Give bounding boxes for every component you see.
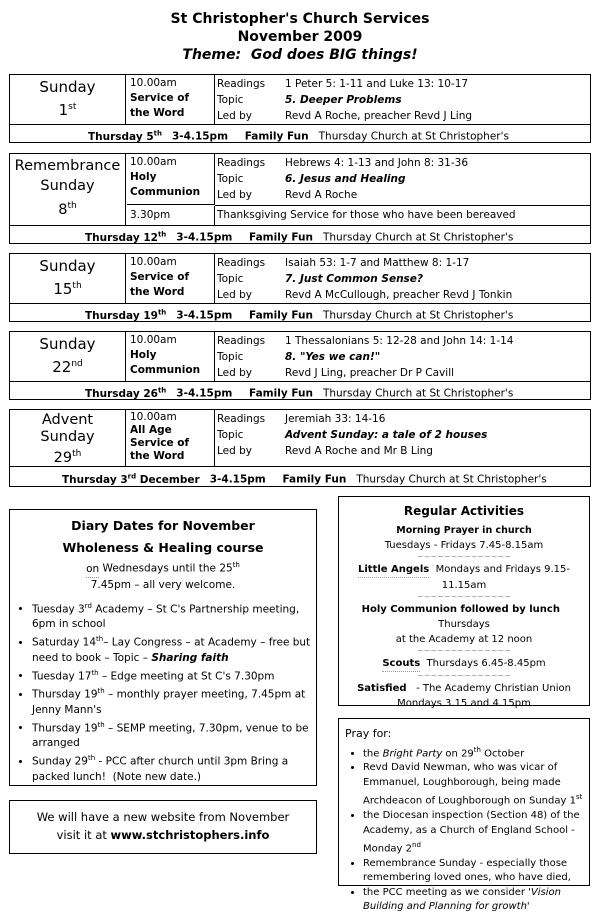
website-box: We will have a new website from November visit it at www.stchristophers.info	[9, 800, 317, 854]
service-block-1: Sunday 1st 10.00am Service of the Word Readings Topic Led by 1 Peter 5: 1-11 and Luke 13: 10-17 5. Deeper Problems Revd A Roche, preacher Revd J Ling Thursday 5th 3-4.15pm Family Fun Thursday Church at St Christopher's	[9, 74, 591, 143]
service-block-3: Sunday 15th 10.00am Service of the Word Readings Topic Led by Isaiah 53: 1-7 and Matthew 8: 1-17 7. Just Common Sense? Revd A McCullough, preacher Revd J Tonkin Thursday 19th 3-4.15pm Family Fun Thursday Church at St Christopher's	[9, 253, 591, 322]
diary-list	[14, 599, 312, 785]
regular-activities-box: Regular Activities Morning Prayer in church Tuesdays - Fridays 7.45-8.15am ~~~~~~~~~~~~~~ Little Angels Mondays and Fridays 9.15-11.15am ~~~~~~~~~~~~~~ Holy Communion followed by lunch Thursdays at the Academy at 12 noon ~~~~~~~~~~~~~~ Scouts Thursdays 6.45-8.45pm ~~~~~~~~~~~~~~ Satisfied - The Academy Christian Union Mondays 3.15 and 4.15pm	[338, 496, 590, 706]
service-day: Remembrance Sunday 8th	[10, 154, 126, 225]
service-block-5: Advent Sunday 29th 10.00am All Age Service of the Word Readings Topic Led by Jeremiah 33: 14-16 Advent Sunday: a tale of 2 houses Revd A Roche and Mr B Ling Thursday 3rd December 3-4.15pm Family Fun Thursday Church at St Christopher's	[9, 409, 591, 487]
topic: 5. Deeper Problems	[285, 94, 402, 106]
pray-list	[345, 743, 585, 915]
readings: 1 Peter 5: 1-11 and Luke 13: 10-17	[285, 78, 469, 90]
course-time: 7.45pm – all very welcome.	[90, 578, 236, 591]
regular-title: Regular Activities	[403, 504, 525, 518]
service-time-type: 10.00am Service of the Word	[127, 75, 215, 124]
list-item: • the PCC meeting as we consider 'Vision Building and Planning for growth'	[363, 886, 585, 915]
readings: Isaiah 53: 1-7 and Matthew 8: 1-17	[285, 257, 470, 269]
service-block-2: Remembrance Sunday 8th 10.00am Holy Communion Readings Topic Led by Hebrews 4: 1-13 and John 8: 31-36 6. Jesus and Healing Revd A Roche 3.30pm Thanksgiving Service for those who have been bereaved Thursday 12th 3-4.15pm Family Fun Thursday Church at St Christopher's	[9, 153, 591, 244]
thursday-row: Thursday 26th 3-4.15pm Family Fun Thursday Church at St Christopher's	[10, 381, 590, 399]
led-by: Revd A Roche	[285, 189, 358, 201]
website-line1: We will have a new website from November	[36, 810, 290, 824]
topic: 8. "Yes we can!"	[285, 351, 381, 363]
list-item: • Sunday 29th - PCC after church until 3pm Bring a packed lunch! (Note new date.)	[32, 751, 312, 785]
service-time-type: 10.00am All Age Service of the Word	[127, 410, 215, 466]
led-by: Revd A Roche and Mr B Ling	[285, 445, 433, 457]
list-item: • Revd David Newman, who was vicar of Emmanuel, Loughborough, being made Archdeacon of Loughborough on Sunday 1st	[363, 761, 585, 809]
led-by: Revd A Roche, preacher Revd J Ling	[285, 110, 473, 122]
readings: Jeremiah 33: 14-16	[285, 413, 386, 425]
extra-time: 3.30pm	[127, 206, 215, 225]
service-time-type: 10.00am Service of the Word	[127, 254, 215, 303]
list-item: • Saturday 14th– Lay Congress – at Academy – free but need to book – Topic – Sharing faith	[32, 632, 312, 666]
service-day: Sunday 22nd	[10, 332, 126, 381]
topic: 6. Jesus and Healing	[285, 173, 406, 185]
service-day: Advent Sunday 29th	[10, 410, 126, 466]
topic: 7. Just Common Sense?	[285, 273, 424, 285]
list-item: • the Diocesan inspection (Section 48) of the Academy, as a Church of England School - Monday 2nd	[363, 809, 585, 857]
thursday-row: Thursday 12th 3-4.15pm Family Fun Thursday Church at St Christopher's	[10, 225, 590, 243]
topic: Advent Sunday: a tale of 2 houses	[285, 429, 488, 441]
list-item: • Remembrance Sunday - especially those remembering loved ones, who have died,	[363, 857, 585, 886]
list-item: • Thursday 19th – SEMP meeting, 7.30pm, venue to be arranged	[32, 718, 312, 752]
service-day: Sunday 15th	[10, 254, 126, 303]
diary-box: Diary Dates for November Wholeness & Healing course on Wednesdays until the 25th 7.45pm – all very welcome. • Tuesday 3rd Academy – St C's Partnership meeting, 6pm in school • Saturday 14th– Lay Congress – at Academy – free but need to book – Topic – Sharing faith • Tuesday 17th – Edge meeting at St C's 7.30pm • Thursday 19th – monthly prayer meeting, 7.45pm at Jenny Mann's • Thursday 19th – SEMP meeting, 7.30pm, venue to be arranged • Sunday 29th - PCC after church until 3pm Bring a packed lunch! (Note new date.)	[9, 509, 317, 786]
extra-desc: Thanksgiving Service for those who have been bereaved	[217, 209, 516, 221]
thursday-row: Thursday 5th 3-4.15pm Family Fun Thursday Church at St Christopher's	[10, 124, 590, 142]
list-item: • Tuesday 17th – Edge meeting at St C's 7.30pm	[32, 666, 312, 685]
pray-for-box	[338, 718, 590, 913]
service-time-type: 10.00am Holy Communion	[127, 332, 215, 381]
led-by: Revd A McCullough, preacher Revd J Tonkin	[285, 289, 513, 301]
page-theme: Theme: God does BIG things!	[182, 47, 418, 63]
list-item: • Tuesday 3rd Academy – St C's Partnership meeting, 6pm in school	[32, 599, 312, 633]
readings: Hebrews 4: 1-13 and John 8: 31-36	[285, 157, 469, 169]
pray-title: Pray for:	[345, 727, 392, 740]
readings: 1 Thessalonians 5: 12-28 and John 14: 1-14	[285, 335, 514, 347]
service-day: Sunday 1st	[10, 75, 126, 124]
service-time-type: 10.00am Holy Communion	[127, 154, 215, 205]
page-month: November 2009	[237, 29, 363, 45]
page-title: St Christopher's Church Services	[170, 11, 430, 27]
website-url[interactable]: www.stchristophers.info	[110, 828, 270, 842]
diary-title: Diary Dates for November	[71, 518, 255, 533]
led-by: Revd J Ling, preacher Dr P Cavill	[285, 367, 455, 379]
list-item: • Thursday 19th – monthly prayer meeting, 7.45pm at Jenny Mann's	[32, 684, 312, 718]
thursday-row: Thursday 19th 3-4.15pm Family Fun Thursday Church at St Christopher's	[10, 303, 590, 321]
list-item: • the Bright Party on 29th October	[363, 743, 585, 762]
course-title: Wholeness & Healing course	[62, 540, 264, 555]
thursday-row: Thursday 3rd December 3-4.15pm Family Fun Thursday Church at St Christopher's	[10, 466, 590, 486]
service-block-4: Sunday 22nd 10.00am Holy Communion Readings Topic Led by 1 Thessalonians 5: 12-28 and John 14: 1-14 8. "Yes we can!" Revd J Ling, preacher Dr P Cavill Thursday 26th 3-4.15pm Family Fun Thursday Church at St Christopher's	[9, 331, 591, 400]
